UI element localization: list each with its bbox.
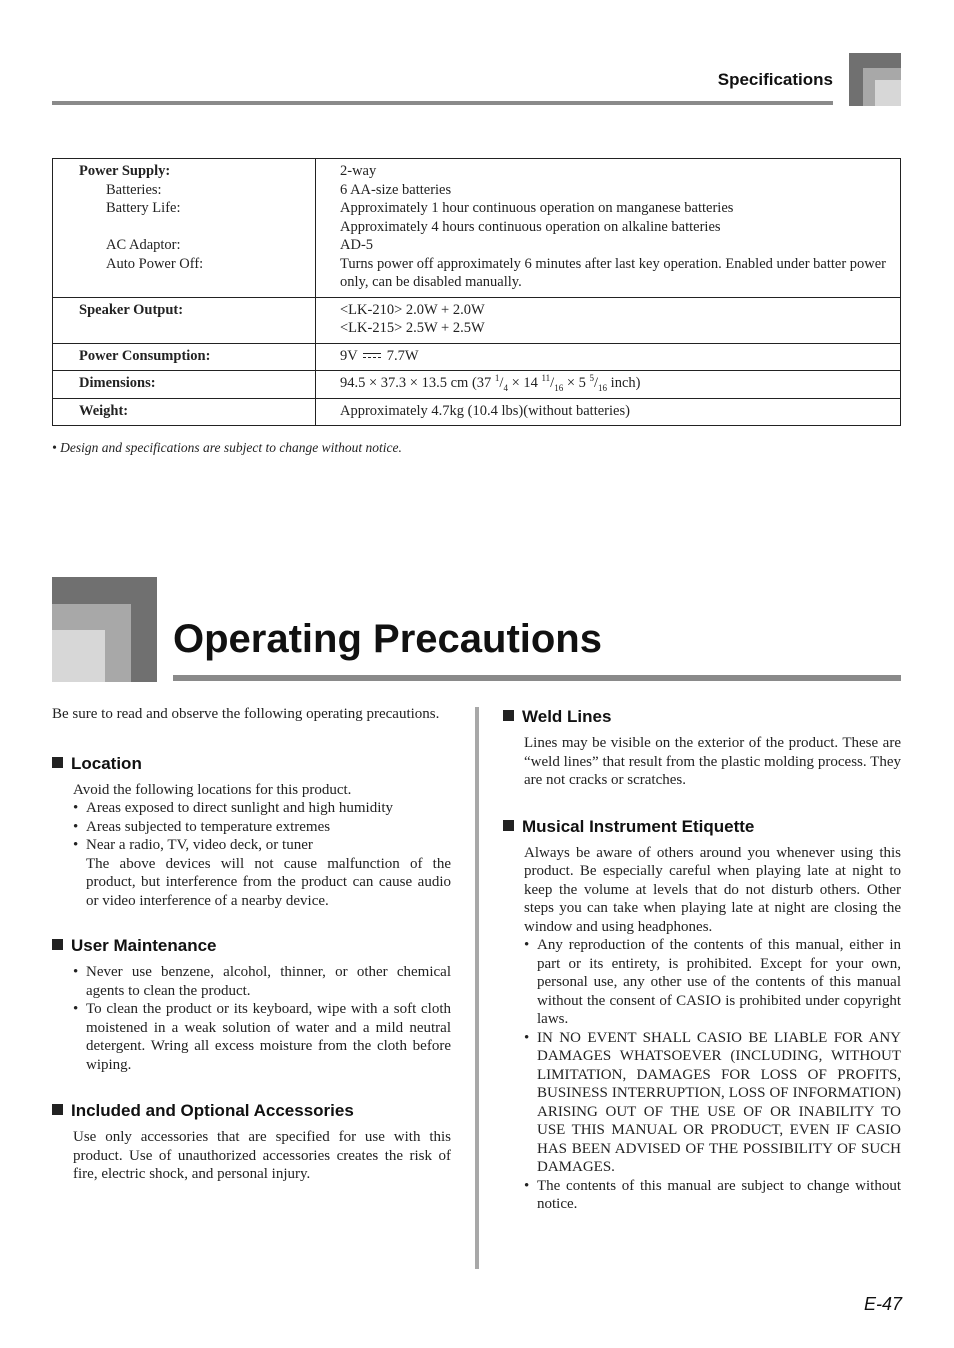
square-bullet-icon [52, 939, 63, 950]
left-column [52, 705, 451, 1184]
speaker-output-value-1: <LK-210> 2.0W + 2.0W [340, 301, 485, 318]
accessories-text: Use only accessories that are specified for use with this product. Use of unauthorized accessories creates the risk of fire, electric shock, and personal injury. [73, 1129, 451, 1182]
table-footnote: • Design and specifications are subject to change without notice. [52, 440, 402, 455]
speaker-output-value-2: <LK-215> 2.5W + 2.5W [340, 320, 485, 336]
dc-symbol-icon [363, 353, 381, 361]
power-consumption-volt: 9V [340, 347, 358, 364]
list-item: • The contents of this manual are subject to change without notice. [524, 1177, 901, 1214]
etiquette-text: Always be aware of others around you whenever using this product. Be especially careful when playing late at night to keep the volume at levels that do not disturb others. Other steps you can take when playing late at night are closing the window and using headphones. [524, 844, 901, 935]
auto-power-off-label: Auto Power Off: [106, 255, 204, 272]
right-column [503, 705, 901, 1214]
list-item: • Areas exposed to direct sunlight and high humidity [73, 799, 451, 818]
etiquette-heading: Musical Instrument Etiquette [503, 817, 901, 837]
list-item: • Any reproduction of the contents of this manual, either in part or its entirety, is prohibited. Except for your own, personal use, any other use of the contents of this manual without the consent of CASIO is prohibited under copyright laws. [524, 936, 901, 1029]
list-item: • Near a radio, TV, video deck, or tuner [73, 836, 451, 855]
auto-power-off-value: Turns power off approximately 6 minutes after last key operation. Enabled under batter power only, can be disabled manually. [340, 255, 887, 290]
table-row-speaker-output [53, 297, 901, 343]
battery-life-label: Battery Life: [106, 200, 181, 216]
table-row-power-consumption [53, 343, 901, 371]
power-supply-label: Power Supply: [79, 163, 171, 179]
ac-adaptor-value: AD-5 [340, 237, 374, 253]
user-maintenance-heading: User Maintenance [52, 936, 451, 956]
list-item: • To clean the product or its keyboard, wipe with a soft cloth moistened in a weak solution of water and a mild neutral detergent. Wring all excess moisture from the cloth before wiping. [73, 1000, 451, 1074]
section-title: Operating Precautions [173, 617, 602, 661]
specifications-table [52, 158, 901, 426]
square-bullet-icon [52, 757, 63, 768]
section-tab-graphic [52, 577, 157, 682]
location-note: The above devices will not cause malfunction of the product, but interference from the product can cause audio or video interference of a nearby device. [86, 855, 451, 909]
power-consumption-label: Power Consumption: [79, 347, 211, 364]
dimensions-label: Dimensions: [79, 375, 156, 391]
location-intro: Avoid the following locations for this product. [73, 781, 352, 798]
square-bullet-icon [52, 1104, 63, 1115]
list-item: • IN NO EVENT SHALL CASIO BE LIABLE FOR ANY DAMAGES WHATSOEVER (INCLUDING, WITHOUT LIMITATION, DAMAGES FOR LOSS OF PROFITS, BUSINESS INTERRUPTION, LOSS OF INFORMATION) ARISING OUT OF THE USE OF OR INABILITY TO USE THIS MANUAL OR PRODUCT, EVEN IF CASIO HAS BEEN ADVISED OF THE POSSIBILITY OF SUCH DAMAGES. [524, 1029, 901, 1177]
power-consumption-watt: 7.7W [386, 347, 419, 364]
dimensions-value: 94.5 × 37.3 × 13.5 cm (37 $^1/_4 \times 14$ $^{11}/_{16} \times 5$ $^5/_{16}$ inch) [316, 371, 901, 399]
weld-lines-text: Lines may be visible on the exterior of the product. These are “weld lines” that result from the plastic molding process. They are not cracks or scratches. [524, 735, 901, 788]
table-row-power-supply [53, 159, 901, 298]
page-number: E-47 [863, 1294, 902, 1314]
header-tab-graphic [849, 53, 901, 106]
weld-lines-heading: Weld Lines [503, 707, 901, 727]
accessories-heading: Included and Optional Accessories [52, 1101, 451, 1121]
list-item: • Never use benzene, alcohol, thinner, or other chemical agents to clean the product. [73, 963, 451, 1000]
header-rule [52, 101, 833, 105]
weight-label: Weight: [79, 402, 129, 419]
weight-value: Approximately 4.7kg (10.4 lbs)(without batteries) [316, 398, 901, 426]
batteries-value: 6 AA-size batteries [340, 181, 452, 198]
battery-life-value-2: Approximately 4 hours continuous operation on alkaline batteries [340, 218, 721, 235]
header-title: Specifications [717, 70, 833, 89]
table-row-weight [53, 398, 901, 426]
location-heading: Location [52, 754, 451, 774]
power-supply-value: 2-way [340, 163, 377, 179]
column-divider [475, 707, 479, 1269]
battery-life-value-1: Approximately 1 hour continuous operation on manganese batteries [340, 200, 734, 216]
list-item: • Areas subjected to temperature extremes [73, 818, 451, 837]
square-bullet-icon [503, 710, 514, 721]
batteries-label: Batteries: [106, 181, 162, 198]
square-bullet-icon [503, 820, 514, 831]
table-row-dimensions [53, 371, 901, 399]
intro-text: Be sure to read and observe the following operating precautions. [52, 706, 440, 722]
section-rule [173, 675, 901, 681]
speaker-output-label: Speaker Output: [79, 301, 184, 318]
ac-adaptor-label: AC Adaptor: [106, 237, 181, 253]
